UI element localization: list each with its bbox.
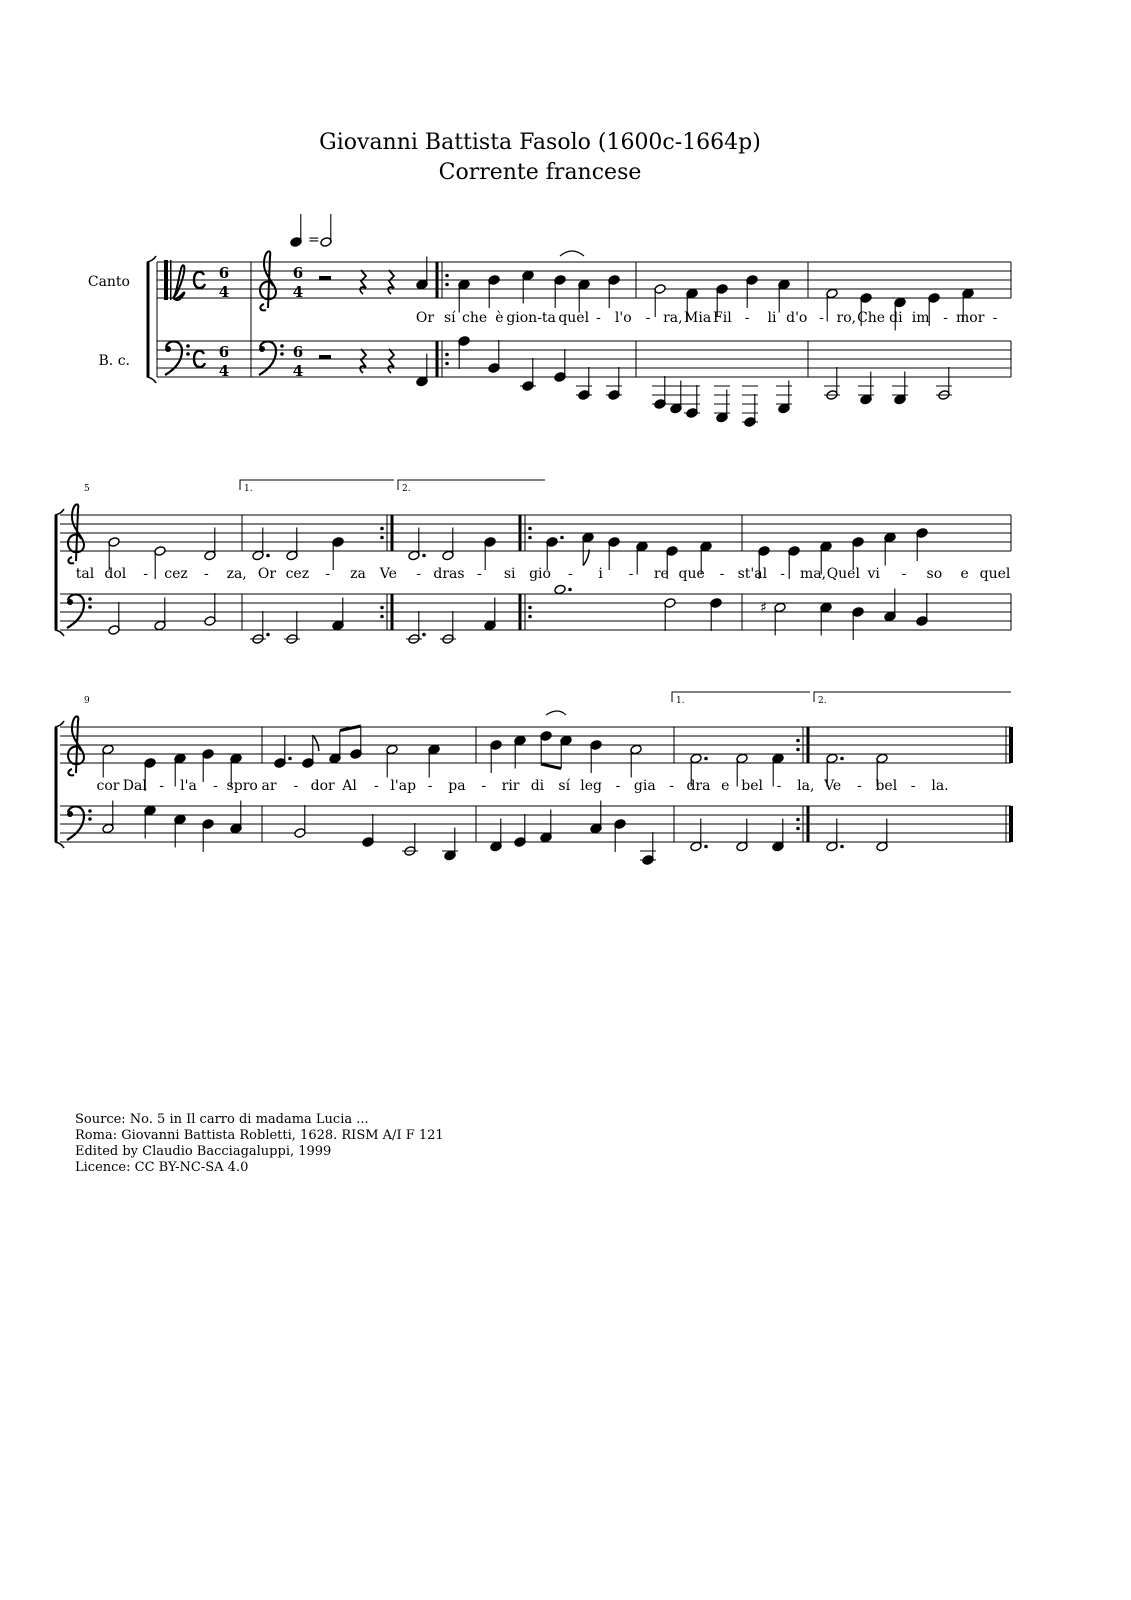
augmentation-dot [266, 554, 270, 558]
lyric-syllable: st'al [737, 566, 768, 582]
c-clef-icon [164, 260, 168, 300]
quarter-rest [388, 349, 394, 373]
lyric-syllable: - [416, 566, 422, 582]
lyric-syllable: quel [979, 566, 1011, 582]
tempo-equivalence: = [308, 232, 320, 248]
lyric-syllable: Fil [713, 310, 732, 326]
quarter-rest [360, 349, 366, 373]
lyric-syllable: Che [857, 310, 886, 326]
lyric-syllable: Or [257, 566, 277, 582]
repeat-dot [528, 615, 532, 619]
staff-label-bc: B. c. [98, 353, 130, 369]
staff-label-canto: Canto [87, 274, 130, 290]
sharp-accidental: ♯ [760, 600, 767, 616]
lyric-syllable: - [645, 310, 651, 326]
time-signature-numerator: 6 [218, 264, 230, 282]
augmentation-dot [840, 757, 844, 761]
lyric-syllable: di [889, 310, 903, 326]
volta-number: 2. [818, 696, 827, 706]
lyric-syllable: za, [226, 566, 247, 582]
notehead [554, 584, 566, 595]
lyric-syllable: - [719, 566, 725, 582]
source-footer [75, 1112, 444, 1176]
bass-clef-icon [67, 599, 73, 605]
repeat-dot [528, 606, 532, 610]
repeat-dot [796, 739, 800, 743]
repeat-dot [445, 274, 449, 278]
lyric-syllable: e [721, 778, 730, 794]
lyric-syllable: - [819, 310, 824, 326]
lyric-syllable: - [203, 566, 209, 582]
lyric-syllable: - [159, 778, 165, 794]
lyric-syllable: la. [931, 778, 949, 794]
lyric-syllable: gio [529, 566, 551, 582]
lyric-syllable: ra, [663, 310, 683, 326]
lyric-syllable: - [744, 310, 750, 326]
repeat-dot [796, 818, 800, 822]
system-2 [55, 480, 1011, 644]
lyric-syllable: spro [226, 778, 258, 794]
system-bracket [147, 256, 156, 262]
volta-number: 1. [244, 484, 253, 494]
lyric-syllable: d'o [786, 310, 808, 326]
lyric-syllable: gia [633, 778, 656, 794]
augmentation-dot [568, 588, 572, 592]
bass-clef-icon [186, 344, 190, 348]
lyric-syllable: Dal [122, 778, 147, 794]
lyric-syllable: rir [501, 778, 520, 794]
augmentation-dot [266, 633, 270, 637]
lyric-syllable: - [901, 566, 907, 582]
time-signature-denominator: 4 [218, 362, 230, 380]
note-flag [583, 550, 589, 566]
augmentation-dot [704, 845, 708, 849]
quarter-rest [360, 270, 366, 294]
time-signature-numerator: 6 [218, 343, 230, 361]
lyric-syllable: cor [96, 778, 120, 794]
note-flag [313, 735, 319, 751]
composer-line: Giovanni Battista Fasolo (1600c-1664p) [319, 130, 761, 155]
bass-clef-icon [88, 817, 92, 821]
augmentation-dot [288, 757, 292, 761]
bass-clef-icon [186, 352, 190, 356]
system-bracket [55, 509, 64, 515]
repeat-dot [380, 536, 384, 540]
lyric-syllable: dras [433, 566, 465, 582]
repeat-dot [528, 527, 532, 531]
volta-bracket [398, 480, 545, 490]
lyric-syllable: Quel [826, 566, 860, 582]
bass-clef-icon [67, 811, 73, 817]
augmentation-dot [560, 536, 564, 540]
lyric-syllable: - [780, 566, 786, 582]
measure-number: 9 [84, 696, 90, 706]
half-rest [319, 355, 331, 359]
lyric-syllable: l'a [180, 778, 197, 794]
lyric-syllable: - [325, 566, 331, 582]
lyric-syllable: dra [686, 778, 711, 794]
lyric-syllable: i [598, 566, 603, 582]
bass-clef-icon [88, 597, 92, 601]
repeat-dot [528, 536, 532, 540]
lyric-syllable: tal [75, 566, 95, 582]
lyric-syllable: sí [443, 310, 456, 326]
lyric-syllable: - [857, 778, 862, 794]
lyric-syllable: - [628, 566, 634, 582]
lyric-syllable: pa [448, 778, 466, 794]
lyric-syllable: ro, [836, 310, 857, 326]
lyric-syllable: za [350, 566, 366, 582]
time-signature-denominator: 4 [218, 283, 230, 301]
time-signature-numerator: 6 [292, 343, 304, 361]
lyric-syllable: bel [875, 778, 898, 794]
tie-slur [560, 251, 584, 256]
treble-clef-icon [68, 716, 84, 775]
system-bracket [55, 721, 64, 727]
lyric-syllable: li [767, 310, 777, 326]
lyric-syllable: l'ap [390, 778, 417, 794]
lyric-syllable: - [427, 778, 433, 794]
lyric-syllable: - [481, 778, 487, 794]
system-1 [88, 214, 1011, 427]
lyric-syllable: ta [541, 310, 556, 326]
lyric-syllable: mor [956, 310, 985, 326]
system-3 [55, 692, 1011, 865]
lyric-syllable: - [596, 310, 601, 326]
augmentation-dot [840, 845, 844, 849]
lyric-syllable: la, [797, 778, 815, 794]
lyric-syllable: - [615, 778, 621, 794]
repeat-dot [796, 748, 800, 752]
lyric-syllable: cez [164, 566, 188, 582]
repeat-dot [445, 353, 449, 357]
lyric-syllable: quel [558, 310, 590, 326]
lyric-syllable: - [143, 566, 149, 582]
lyric-syllable: è [495, 310, 504, 326]
footer-licence: Licence: CC BY-NC-SA 4.0 [75, 1160, 249, 1175]
lyric-syllable: leg [580, 778, 602, 794]
lyric-syllable: - [669, 778, 674, 794]
lyric-syllable: - [567, 566, 573, 582]
volta-bracket [672, 692, 810, 702]
lyric-syllable: bel [741, 778, 763, 794]
system-bracket [55, 842, 64, 848]
lyric-syllable: cez [285, 566, 310, 582]
lyric-syllable: que [678, 566, 705, 582]
lyric-syllable: so [926, 566, 943, 582]
half-rest [319, 276, 331, 280]
quarter-rest [388, 270, 394, 294]
augmentation-dot [704, 757, 708, 761]
lyric-syllable: - [943, 310, 948, 326]
time-signature-denominator: 4 [292, 283, 304, 301]
bass-clef-icon [259, 346, 265, 352]
lyric-syllable: gion- [506, 310, 542, 326]
repeat-dot [380, 606, 384, 610]
lyric-syllable: - [476, 566, 482, 582]
lyric-syllable: - [374, 778, 379, 794]
treble-clef-icon [260, 251, 276, 310]
lyric-syllable: Ve [824, 778, 842, 794]
lyric-syllable: - [992, 310, 998, 326]
volta-bracket [240, 480, 394, 490]
lyric-syllable: vi [867, 566, 880, 582]
footer-source: Source: No. 5 in Il carro di madama Lucia ... [75, 1112, 369, 1127]
lyric-syllable: - [293, 778, 299, 794]
lyric-syllable: si [503, 566, 516, 582]
system-bracket [55, 630, 64, 636]
lyric-syllable: im [911, 310, 930, 326]
repeat-dot [380, 527, 384, 531]
lyric-syllable: Ve [379, 566, 397, 582]
lyric-syllable: e [960, 566, 969, 582]
repeat-dot [445, 362, 449, 366]
lyric-syllable: ma, [799, 566, 827, 582]
lyric-syllable: ar [261, 778, 277, 794]
treble-clef-icon [68, 504, 84, 563]
footer-publisher: Roma: Giovanni Battista Robletti, 1628. RISM A/I F 121 [75, 1128, 444, 1143]
lyric-syllable: di [530, 778, 545, 794]
tie-slur [546, 711, 566, 715]
system-bracket [147, 377, 156, 383]
augmentation-dot [422, 633, 426, 637]
time-signature-numerator: 6 [292, 264, 304, 282]
lyric-syllable: - [212, 778, 218, 794]
c-clef-icon [170, 260, 172, 300]
lyric-syllable: dor [310, 778, 335, 794]
lyric-syllable: sí [558, 778, 571, 794]
footer-editor: Edited by Claudio Bacciagaluppi, 1999 [75, 1144, 332, 1159]
bass-clef-icon [165, 346, 171, 352]
piece-title: Corrente francese [438, 160, 642, 185]
lyric-syllable: Mia [684, 310, 712, 326]
measure-number: 5 [84, 484, 90, 494]
eighth-beam [541, 764, 561, 769]
repeat-dot [380, 615, 384, 619]
lyric-syllable: Or [415, 310, 435, 326]
repeat-dot [796, 827, 800, 831]
bass-clef-icon [88, 605, 92, 609]
lyric-syllable: che [461, 310, 488, 326]
volta-bracket [814, 692, 1011, 702]
bass-clef-icon [280, 344, 284, 348]
lyric-syllable: Al [342, 778, 357, 794]
volta-number: 1. [676, 696, 685, 706]
lyric-syllable: dol [104, 566, 127, 582]
lyric-syllable: - [910, 778, 916, 794]
repeat-dot [445, 283, 449, 287]
lyric-syllable: - [776, 778, 782, 794]
augmentation-dot [422, 554, 426, 558]
bass-clef-icon [280, 352, 284, 356]
bass-clef-icon [88, 809, 92, 813]
lyric-syllable: re [653, 566, 669, 582]
time-signature-denominator: 4 [292, 362, 304, 380]
lyric-syllable: l'o [614, 310, 632, 326]
volta-number: 2. [402, 484, 411, 494]
